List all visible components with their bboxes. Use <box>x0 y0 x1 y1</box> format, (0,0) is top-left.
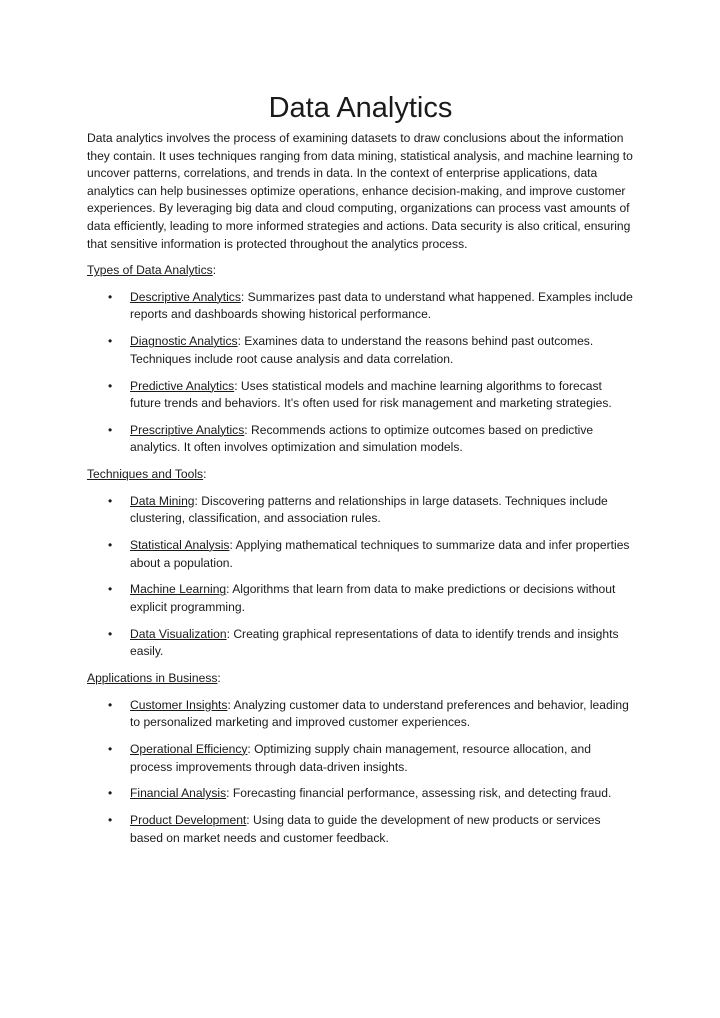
bullet-list <box>87 697 634 848</box>
section-heading <box>87 466 634 484</box>
list-item <box>87 785 634 803</box>
section-heading-suffix: : <box>217 670 221 685</box>
section-heading-suffix: : <box>203 467 207 482</box>
section-heading-text: Applications in Business <box>87 670 218 685</box>
item-term: Descriptive Analytics <box>130 289 241 304</box>
item-text: : Examines data to understand the reasons behind past outcomes. Techniques include root cause analysis and data correlation. <box>130 334 594 366</box>
item-text: : Applying mathematical techniques to summarize data and infer properties about a population. <box>130 538 630 570</box>
bullet-icon: • <box>108 422 113 437</box>
list-item <box>87 626 634 661</box>
bullet-icon: • <box>108 697 113 712</box>
bullet-icon: • <box>108 378 113 393</box>
list-item <box>87 537 634 572</box>
item-term: Diagnostic Analytics <box>130 334 238 349</box>
item-text: : Uses statistical models and machine learning algorithms to forecast future trends and behaviors. It’s often used for risk management and marketing strategies. <box>130 378 612 411</box>
bullet-icon: • <box>108 582 113 597</box>
section-heading-text: Types of Data Analytics <box>87 263 213 278</box>
list-item <box>87 741 634 776</box>
bullet-icon: • <box>108 626 113 641</box>
bullet-icon: • <box>108 786 113 801</box>
item-text: : Optimizing supply chain management, resource allocation, and process improvements through data-driven insights. <box>130 741 591 774</box>
bullet-icon: • <box>108 493 113 508</box>
bullet-icon: • <box>108 538 113 553</box>
document-title: Data Analytics <box>268 92 453 124</box>
item-text: : Summarizes past data to understand what happened. Examples include reports and dashboards showing historical performance. <box>130 289 633 322</box>
bullet-icon: • <box>108 289 113 304</box>
section-heading-suffix: : <box>212 263 217 278</box>
section-techniques <box>87 466 634 661</box>
item-term: Financial Analysis <box>130 786 227 801</box>
item-text: : Analyzing customer data to understand preferences and behavior, leading to personalized marketing and improved customer experiences. <box>130 697 629 730</box>
section-heading-text: Techniques and Tools <box>87 467 204 482</box>
item-term: Data Mining <box>130 493 195 508</box>
list-item <box>87 378 634 413</box>
section-heading <box>87 262 634 280</box>
item-term: Machine Learning <box>130 582 227 597</box>
item-text: : Forecasting financial performance, assessing risk, and detecting fraud. <box>226 786 612 801</box>
bullet-list <box>87 289 634 457</box>
item-text: : Discovering patterns and relationships in large datasets. Techniques include clustering, classification, and association rules. <box>130 493 608 526</box>
list-item <box>87 812 634 847</box>
bullet-icon: • <box>108 813 113 828</box>
list-item <box>87 333 634 368</box>
list-item <box>87 493 634 528</box>
item-text: : Using data to guide the development of new products or services based on market needs and customer feedback. <box>130 813 601 845</box>
list-item <box>87 581 634 616</box>
item-term: Data Visualization <box>130 626 227 641</box>
item-text: : Recommends actions to optimize outcomes based on predictive analytics. It often involves optimization and simulation models. <box>130 422 594 455</box>
intro-paragraph: Data analytics involves the process of examining datasets to draw conclusions about the information they contain. It uses techniques ranging from data mining, statistical analysis, and machine learning to uncover patterns, correlations, and trends in data. In the context of enterprise applications, data analytics can help businesses optimize operations, enhance decision-making, and improve customer experiences. By leveraging big data and cloud computing, organizations can process vast amounts of data efficiently, leading to more informed strategies and actions. Data security is also critical, ensuring that sensitive information is protected throughout the analytics process. <box>87 131 633 251</box>
item-text: : Creating graphical representations of data to identify trends and insights easily. <box>130 626 619 659</box>
bullet-list <box>87 493 634 661</box>
item-term: Predictive Analytics <box>130 378 235 393</box>
item-term: Customer Insights <box>130 697 228 712</box>
item-term: Product Development <box>130 813 247 828</box>
item-term: Operational Efficiency <box>130 741 248 756</box>
bullet-icon: • <box>108 741 113 756</box>
section-types <box>87 262 634 457</box>
section-heading <box>87 670 634 688</box>
list-item <box>87 697 634 732</box>
section-applications <box>87 670 634 847</box>
item-term: Statistical Analysis <box>130 538 230 553</box>
item-term: Prescriptive Analytics <box>130 422 245 437</box>
list-item <box>87 422 634 457</box>
bullet-icon: • <box>108 334 113 349</box>
item-text: : Algorithms that learn from data to make predictions or decisions without explicit programming. <box>130 582 616 614</box>
list-item <box>87 289 634 324</box>
